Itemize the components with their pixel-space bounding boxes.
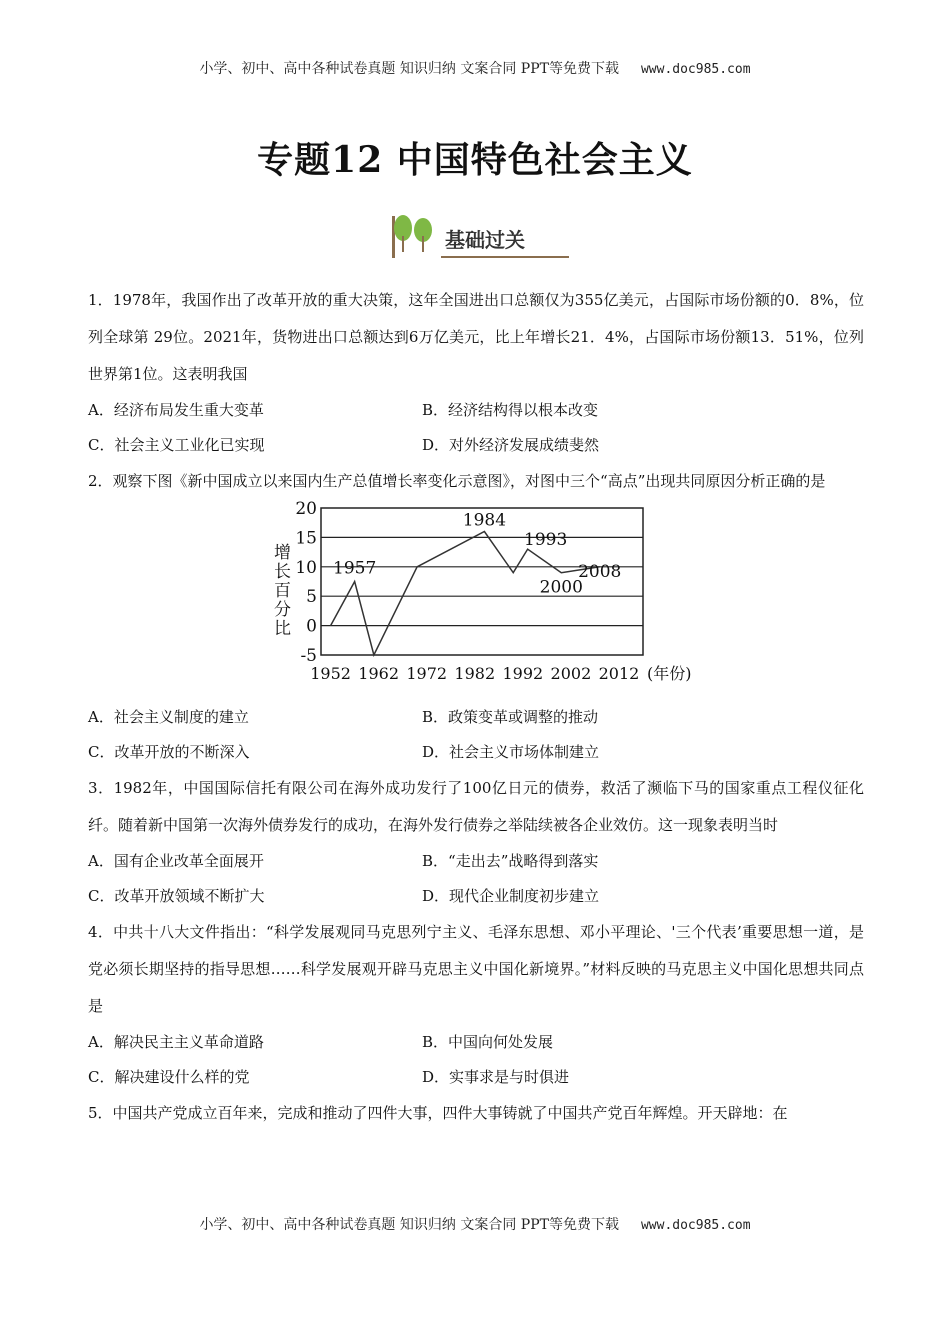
question-3 xyxy=(88,770,864,914)
y-axis-label-char: 分 xyxy=(274,600,291,620)
footer-url[interactable]: www.doc985.com xyxy=(640,1218,751,1233)
page-title: 专题12 中国特色社会主义 xyxy=(257,139,693,181)
y-axis-label-char: 增 xyxy=(274,543,291,563)
page-footer xyxy=(0,1214,950,1234)
option-d[interactable]: D．现代企业制度初步建立 xyxy=(422,887,600,905)
gdp-growth-chart xyxy=(88,500,864,700)
question-list xyxy=(88,282,864,1132)
question-1 xyxy=(88,282,864,463)
y-tick-label: 5 xyxy=(306,587,317,608)
page-header xyxy=(0,58,950,78)
option-c[interactable]: C．改革开放的不断深入 xyxy=(88,743,250,761)
data-label: 1984 xyxy=(462,510,507,531)
y-tick-label: 15 xyxy=(295,528,317,549)
badge-label: 基础过关 xyxy=(445,228,525,252)
option-d[interactable]: D．对外经济发展成绩斐然 xyxy=(422,436,600,454)
data-label: 1957 xyxy=(333,558,377,579)
data-label: 2000 xyxy=(539,577,583,598)
section-badge xyxy=(379,212,569,262)
option-a[interactable]: A．经济布局发生重大变革 xyxy=(88,401,264,419)
header-url[interactable]: www.doc985.com xyxy=(640,62,751,77)
question-2 xyxy=(88,463,864,770)
question-4 xyxy=(88,914,864,1095)
option-b[interactable]: B．政策变革或调整的推动 xyxy=(422,708,599,726)
y-tick-label: 10 xyxy=(295,557,317,578)
option-b[interactable]: B．中国向何处发展 xyxy=(422,1033,554,1051)
y-tick-label: 20 xyxy=(295,500,317,519)
data-label: 2008 xyxy=(578,561,622,582)
option-b[interactable]: B．经济结构得以根本改变 xyxy=(422,401,599,419)
x-tick-label: 2012 xyxy=(598,664,640,683)
x-tick-label: 1962 xyxy=(358,664,400,683)
question-stem: 4．中共十八大文件指出：“科学发展观同马克思列宁主义、毛泽东思想、邓小平理论、'三个代表’重要思想一道，是党必须长期坚持的指导思想……科学发展观开辟马克思主义中国化新境界。”材料反映的马克思主义中国化思想共同点是 xyxy=(88,923,864,1015)
question-5 xyxy=(88,1095,864,1132)
data-label: 1993 xyxy=(524,530,568,551)
y-axis-label-char: 百 xyxy=(274,581,291,601)
x-tick-label: 1982 xyxy=(454,664,496,683)
x-tick-label: 1952 xyxy=(310,664,351,683)
option-c[interactable]: C．解决建设什么样的党 xyxy=(88,1068,250,1086)
option-b[interactable]: B．“走出去”战略得到落实 xyxy=(422,852,599,870)
x-tick-label: 1972 xyxy=(406,664,448,683)
footer-text: 小学、初中、高中各种试卷真题 知识归纳 文案合同 PPT等免费下载 xyxy=(199,1217,619,1233)
option-c[interactable]: C．改革开放领域不断扩大 xyxy=(88,887,265,905)
header-text: 小学、初中、高中各种试卷真题 知识归纳 文案合同 PPT等免费下载 xyxy=(199,61,619,77)
option-a[interactable]: A．社会主义制度的建立 xyxy=(88,708,249,726)
badge-underline xyxy=(441,256,569,258)
option-a[interactable]: A．解决民主主义革命道路 xyxy=(88,1033,264,1051)
x-axis-label: (年份) xyxy=(646,664,692,683)
y-axis-label-char: 比 xyxy=(274,619,291,639)
option-c[interactable]: C．社会主义工业化已实现 xyxy=(88,436,265,454)
y-axis-label-char: 长 xyxy=(274,562,291,582)
question-stem: 2．观察下图《新中国成立以来国内生产总值增长率变化示意图》，对图中三个“高点”出现共同原因分析正确的是 xyxy=(88,472,826,490)
option-d[interactable]: D．实事求是与时俱进 xyxy=(422,1068,570,1086)
question-stem: 3．1982年，中国国际信托有限公司在海外成功发行了100亿日元的债券，救活了濒临下马的国家重点工程仪征化纤。随着新中国第一次海外债券发行的成功，在海外发行债券之举陆续被各企业效仿。这一现象表明当时 xyxy=(88,779,864,834)
question-stem: 1．1978年，我国作出了改革开放的重大决策，这年全国进出口总额仅为355亿美元，占国际市场份额的0．8%，位列全球第 29位。2021年，货物进出口总额达到6万亿美元，比上年增长21．4%，占国际市场份额13．51%，位列世界第1位。这表明我国 xyxy=(88,291,864,383)
question-stem: 5．中国共产党成立百年来，完成和推动了四件大事，四件大事铸就了中国共产党百年辉煌。开天辟地：在 xyxy=(88,1104,788,1122)
x-tick-label: 2002 xyxy=(550,664,592,683)
x-tick-label: 1992 xyxy=(502,664,544,683)
tree-icon xyxy=(379,212,443,262)
gdp-chart-container xyxy=(88,500,864,700)
y-tick-label: -5 xyxy=(300,646,317,666)
option-d[interactable]: D．社会主义市场体制建立 xyxy=(422,743,600,761)
option-a[interactable]: A．国有企业改革全面展开 xyxy=(88,852,264,870)
y-tick-label: 0 xyxy=(306,616,317,637)
